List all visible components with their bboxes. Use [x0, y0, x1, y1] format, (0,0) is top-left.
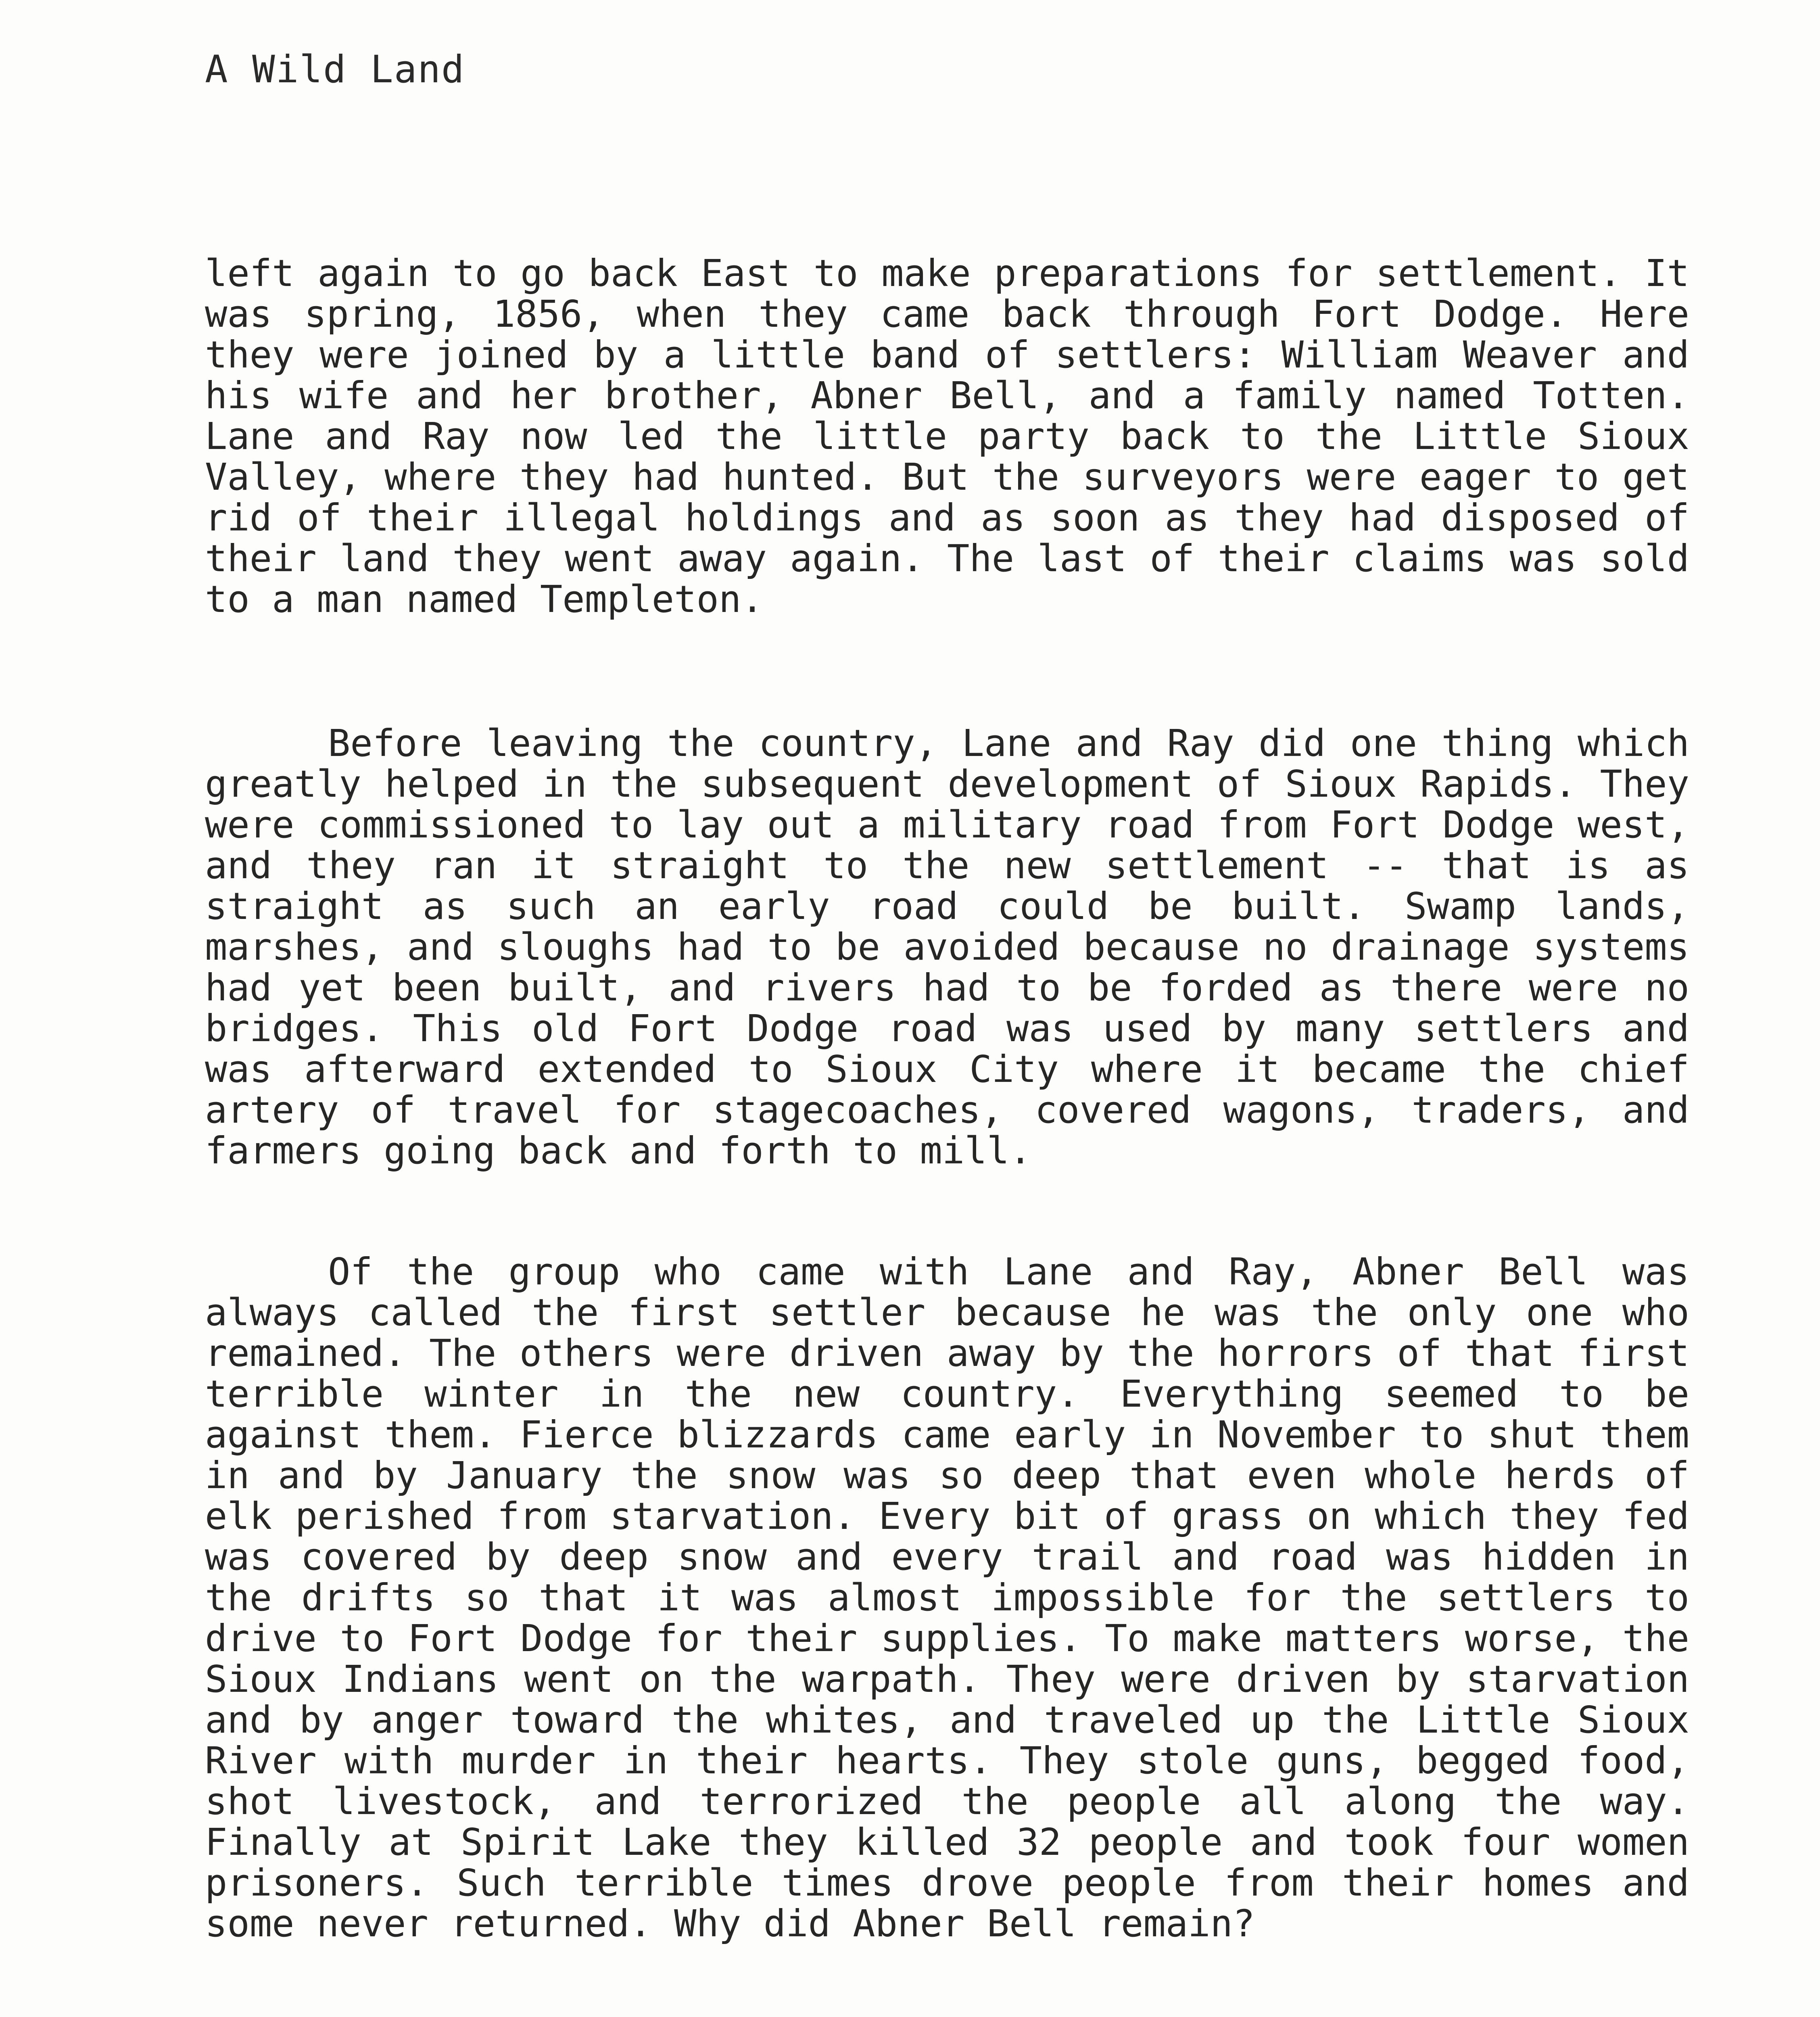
paragraph-military-road: Before leaving the country, Lane and Ray did one thing which greatly helped in the subsequent development of Sioux Rapids. They were commissioned to lay out a military road from Fort Dodge west, and they ran it straight to the new settlement -- that is as straight as such an early road could be built. Swamp lands, marshes, and sloughs had to be avoided because no drainage systems had yet been built, and rivers had to be forded as there were no bridges. This old Fort Dodge road was used by many settlers and was afterward extended to Sioux City where it became the chief artery of travel for stagecoaches, covered wagons, traders, and farmers going back and forth to mill. — [205, 722, 1689, 1172]
paragraph-first-winter: Of the group who came with Lane and Ray, Abner Bell was always called the first settler because he was the only one who remained. The others were driven away by the horrors of that first terrible winter in the new country. Everything seemed to be against them. Fierce blizzards came early in November to shut them in and by January the snow was so deep that even whole herds of elk perished from starvation. Every bit of grass on which they fed was covered by deep snow and every trail and road was hidden in the drifts so that it was almost impossible for the settlers to drive to Fort Dodge for their supplies. To make matters worse, the Sioux Indians went on the warpath. They were driven by starvation and by anger toward the whites, and traveled up the Little Sioux River with murder in their hearts. They stole guns, begged food, shot livestock, and terrorized the people all along the way. Finally at Spirit Lake they killed 32 people and took four women prisoners. Such terrible times drove people from their homes and some never returned. Why did Abner Bell remain? — [205, 1250, 1689, 1945]
running-title: A Wild Land — [205, 48, 465, 92]
paragraph-settlers-arrival: left again to go back East to make preparations for settlement. It was spring, 1856, when they came back through Fort Dodge. Here they were joined by a little band of settlers: William Weaver and his wife and her brother, Abner Bell, and a family named Totten. Lane and Ray now led the little party back to the Little Sioux Valley, where they had hunted. But the surveyors were eager to get rid of their illegal holdings and as soon as they had disposed of their land they went away again. The last of their claims was sold to a man named Templeton. — [205, 252, 1689, 621]
